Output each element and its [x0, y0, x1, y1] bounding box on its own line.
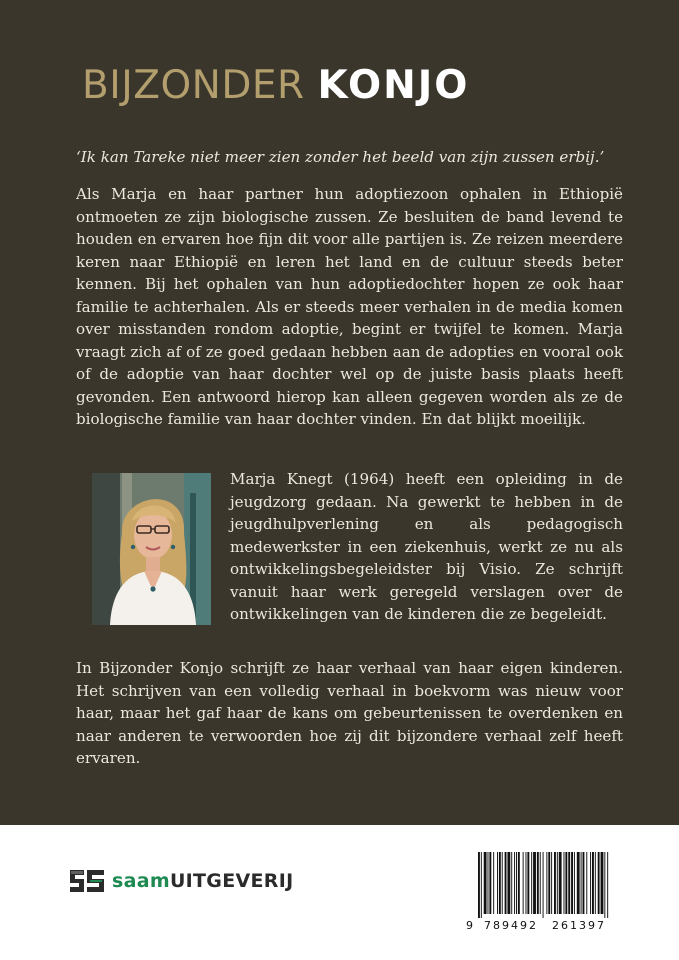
barcode-bar — [489, 852, 491, 914]
barcode-bar — [583, 852, 585, 914]
title-part-1: BIJZONDER — [82, 63, 305, 108]
barcode-bar — [568, 852, 570, 914]
barcode-bar — [577, 852, 580, 914]
barcode-bar — [557, 852, 558, 914]
barcode-bar — [595, 852, 596, 914]
barcode-bar — [527, 852, 529, 914]
barcode-bar — [604, 852, 605, 918]
intro-paragraph: Als Marja en haar partner hun adoptiezoon ophalen in Ethiopië ontmoeten ze zijn biologische zussen. Ze besluiten de band levend te houden en ervaren hoe fijn dit voor alle partijen is. Ze reizen meerdere keren naar Ethiopië en leren het land en de cultuur steeds beter kennen. Bij het ophalen van hun adoptiedochter hopen ze ook haar familie te achterhalen. Als er steeds meer verhalen in de media komen over misstanden rondom adoptie, begint er twijfel te komen. Marja vraagt zich af of ze goed gedaan hebben aan de adopties en vooral ook of de adoptie van haar dochter wel op de juiste basis plaats heeft gevonden. Een antwoord hierop kan alleen gegeven worden als ze de biologische familie van haar dochter vinden. En dat blijkt moeilijk. — [76, 185, 623, 429]
barcode-bar — [523, 852, 524, 914]
barcode-bar — [514, 852, 515, 914]
barcode-bar — [559, 852, 562, 914]
barcode-bar — [548, 852, 550, 914]
barcode-bar — [488, 852, 489, 914]
isbn-digit-group-3: 261397 — [552, 919, 606, 932]
barcode-bar — [518, 852, 520, 914]
barcode-bar — [533, 852, 536, 914]
isbn-digit-group-2: 789492 — [484, 919, 538, 932]
barcode-bar — [493, 852, 494, 914]
barcode-bar — [511, 852, 512, 914]
publisher-name — [112, 870, 293, 892]
barcode-bar — [531, 852, 532, 914]
barcode-bar — [499, 852, 501, 914]
author-bio-paragraph: Marja Knegt (1964) heeft een opleiding in de jeugdzorg gedaan. Na gewerkt te hebben in de jeugdhulpverlening en als pedagogisch medewerkster in een ziekenhuis, werkt ze nu als ontwikkelingsbegeleidster bij Visio. Ze schrijft vanuit haar werk geregeld verslagen over de ontwikkelingen van de kinderen die ze begeleidt. — [230, 470, 623, 624]
barcode-bar — [574, 852, 575, 914]
barcode-bar — [484, 852, 487, 914]
barcode-bar — [554, 852, 556, 914]
author-photo — [92, 473, 211, 625]
barcode-bar — [537, 852, 539, 914]
barcode-bar — [478, 852, 480, 918]
isbn-barcode — [476, 852, 610, 918]
publisher-logo — [68, 866, 293, 896]
barcode-bar — [571, 852, 573, 914]
barcode-bar — [505, 852, 507, 914]
barcode-bar — [497, 852, 498, 914]
barcode-bar — [565, 852, 567, 914]
closing-paragraph: In Bijzonder Konjo schrijft ze haar verhaal van haar eigen kinderen. Het schrijven van een volledig verhaal in boekvorm was nieuw voor haar, maar het gaf haar de kans om gebeurtenissen te overdenken en naar anderen te verwoorden hoe zij dit bijzondere verhaal zelf heeft ervaren. — [76, 659, 623, 768]
barcode-bar — [592, 852, 594, 914]
title-part-2: KONJO — [317, 63, 470, 108]
barcode-bar — [481, 852, 482, 918]
barcode-bar — [581, 852, 582, 914]
isbn-digit-group-1: 9 — [466, 919, 473, 932]
barcode-bar — [598, 852, 600, 914]
barcode-bar — [546, 852, 547, 914]
barcode-bar — [601, 852, 604, 914]
barcode-bar — [607, 852, 608, 918]
barcode-bar — [586, 852, 587, 914]
barcode-bar — [540, 852, 541, 914]
barcode-bar — [543, 852, 544, 918]
barcode-bar — [526, 852, 527, 914]
barcode-bar — [590, 852, 591, 914]
book-title — [82, 62, 469, 110]
barcode-bar — [551, 852, 552, 914]
barcode-bar — [516, 852, 517, 914]
barcode-bar — [564, 852, 565, 914]
barcode-bar — [507, 852, 510, 914]
barcode-bar — [502, 852, 503, 914]
publisher-name-part-1: saam — [112, 870, 170, 892]
publisher-name-part-2: UITGEVERIJ — [169, 870, 294, 892]
opening-quote: ‘Ik kan Tareke niet meer zien zonder het beeld van zijn zussen erbij.’ — [76, 148, 605, 166]
saam-logo-icon — [68, 866, 106, 896]
